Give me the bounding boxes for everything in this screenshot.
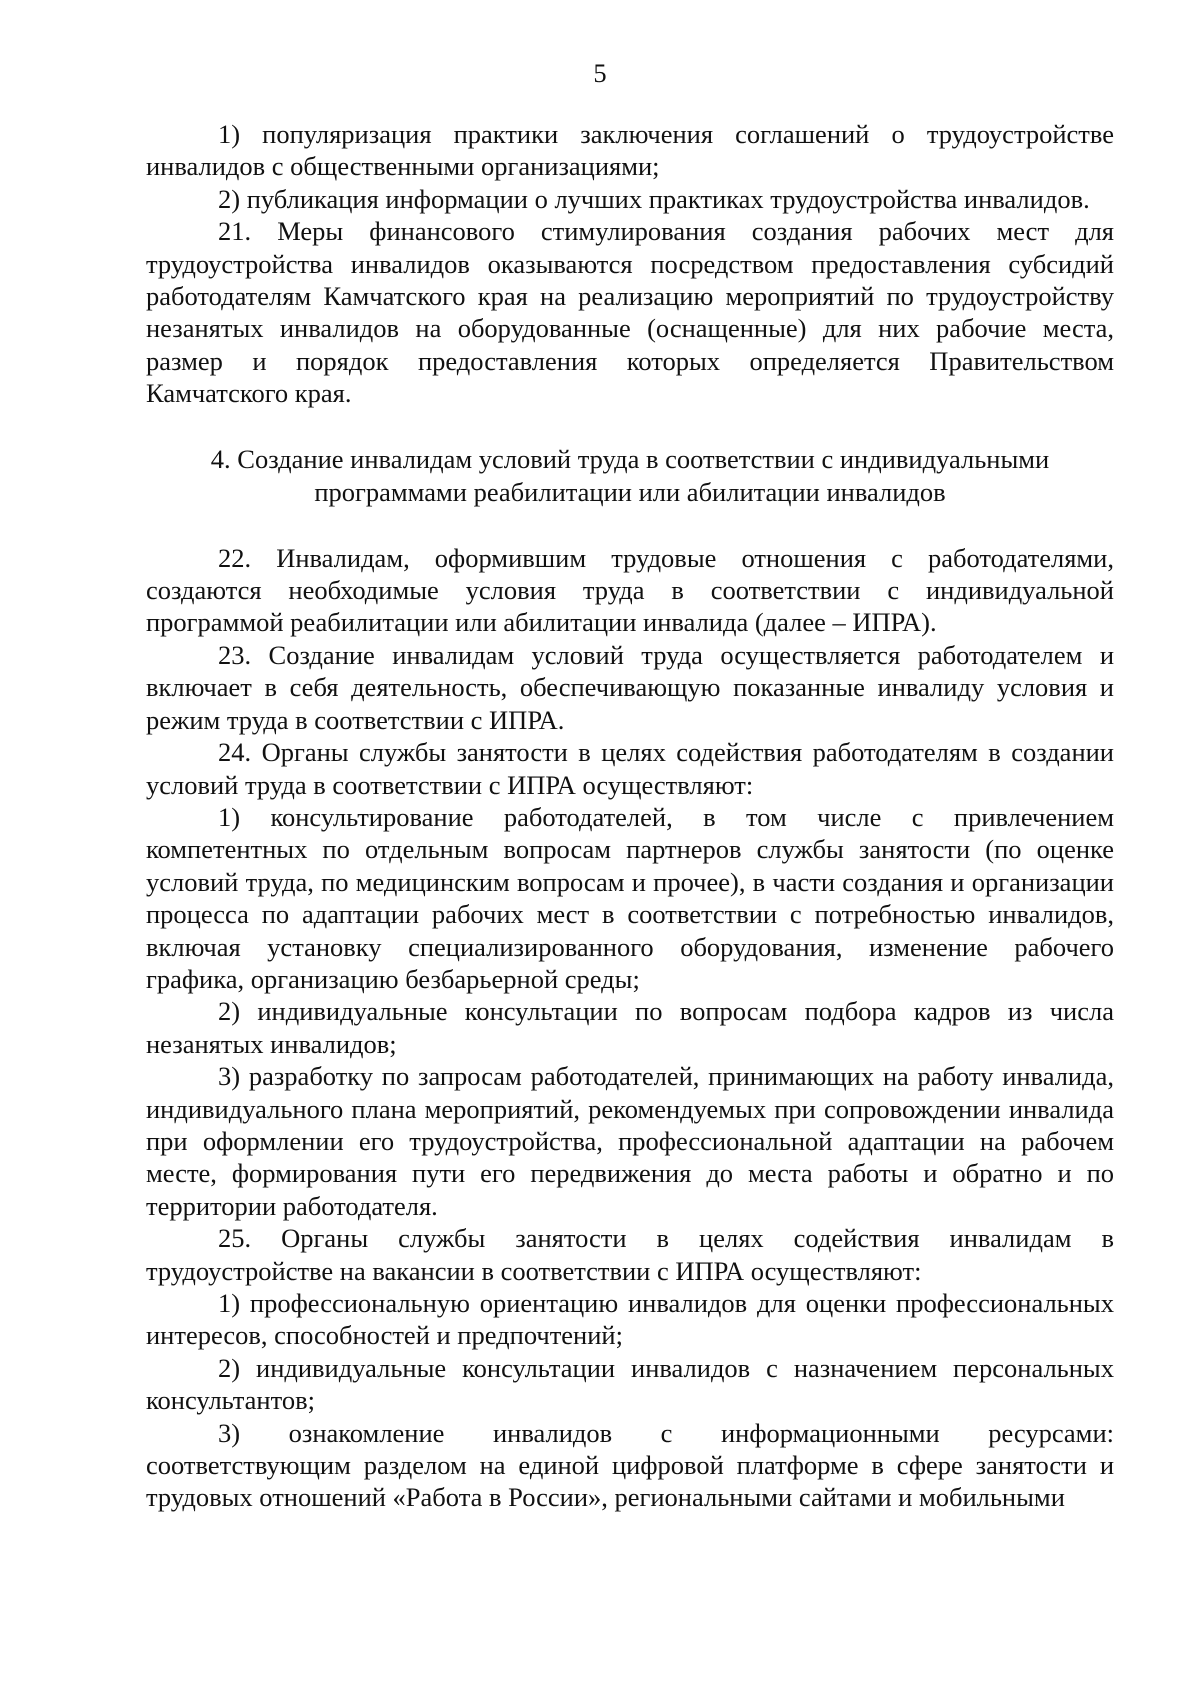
- paragraph-item-2-publication: 2) публикация информации о лучших практиках трудоустройства инвалидов.: [218, 183, 1090, 214]
- paragraph-22: 22. Инвалидам, оформившим трудовые отношения с работодателями, создаются необходимые условия труда в соответствии с индивидуальной программой реабилитации или абилитации инвалида (далее – ИПРА).: [146, 542, 1114, 638]
- spacer: [146, 509, 1114, 542]
- paragraph-24-item-1: 1) консультирование работодателей, в том числе с привлечением компетентных по отдельным вопросам партнеров службы занятости (по оценке условий труда, по медицинским вопросам и прочее), в части создания и организации процесса по адаптации рабочих мест в соответствии с потребностью инвалидов, включая установку специализированного оборудования, изменение рабочего графика, организацию безбарьерной среды;: [146, 801, 1114, 994]
- paragraph-item-1-popularization: 1) популяризация практики заключения соглашений о трудоустройстве инвалидов с общественными организациями;: [146, 119, 1114, 182]
- paragraph-24-item-2: 2) индивидуальные консультации по вопросам подбора кадров из числа незанятых инвалидов;: [146, 996, 1114, 1059]
- paragraph-21: 21. Меры финансового стимулирования создания рабочих мест для трудоустройства инвалидов оказываются посредством предоставления субсидий работодателям Камчатского края на реализацию мероприятий по трудоустройству незанятых инвалидов на оборудованные (оснащенные) для них рабочие места, размер и порядок предоставления которых определяется Правительством Камчатского края.: [146, 216, 1114, 409]
- paragraph-24: 24. Органы службы занятости в целях содействия работодателям в создании условий труда в соответствии с ИПРА осуществляют:: [146, 737, 1114, 800]
- page-number: 5: [593, 58, 607, 88]
- paragraph-25-item-3: 3) ознакомление инвалидов с информационными ресурсами: соответствующим разделом на единой цифровой платформе в сфере занятости и трудовых отношений «Работа в России», региональными сайтами и мобильными: [146, 1417, 1114, 1513]
- section-heading: [146, 443, 1114, 509]
- spacer: [146, 410, 1114, 443]
- paragraph-24-item-3: 3) разработку по запросам работодателей, принимающих на работу инвалида, индивидуального плана мероприятий, рекомендуемых при сопровождении инвалида при оформлении его трудоустройства, профессиональной адаптации на рабочем месте, формирования пути его передвижения до места работы и обратно и по территории работодателя.: [146, 1061, 1114, 1221]
- section-heading-line-1: 4. Создание инвалидам условий труда в соответствии с индивидуальными: [210, 443, 1050, 474]
- document-body: [146, 118, 1114, 1514]
- paragraph-25: 25. Органы службы занятости в целях содействия инвалидам в трудоустройстве на вакансии в соответствии с ИПРА осуществляют:: [146, 1223, 1114, 1286]
- paragraph-25-item-1: 1) профессиональную ориентацию инвалидов для оценки профессиональных интересов, способностей и предпочтений;: [146, 1288, 1114, 1351]
- paragraph-23: 23. Создание инвалидам условий труда осуществляется работодателем и включает в себя деятельность, обеспечивающую показанные инвалиду условия и режим труда в соответствии с ИПРА.: [146, 639, 1114, 735]
- section-heading-line-2: программами реабилитации или абилитации инвалидов: [314, 476, 946, 507]
- paragraph-25-item-2: 2) индивидуальные консультации инвалидов с назначением персональных консультантов;: [146, 1352, 1114, 1416]
